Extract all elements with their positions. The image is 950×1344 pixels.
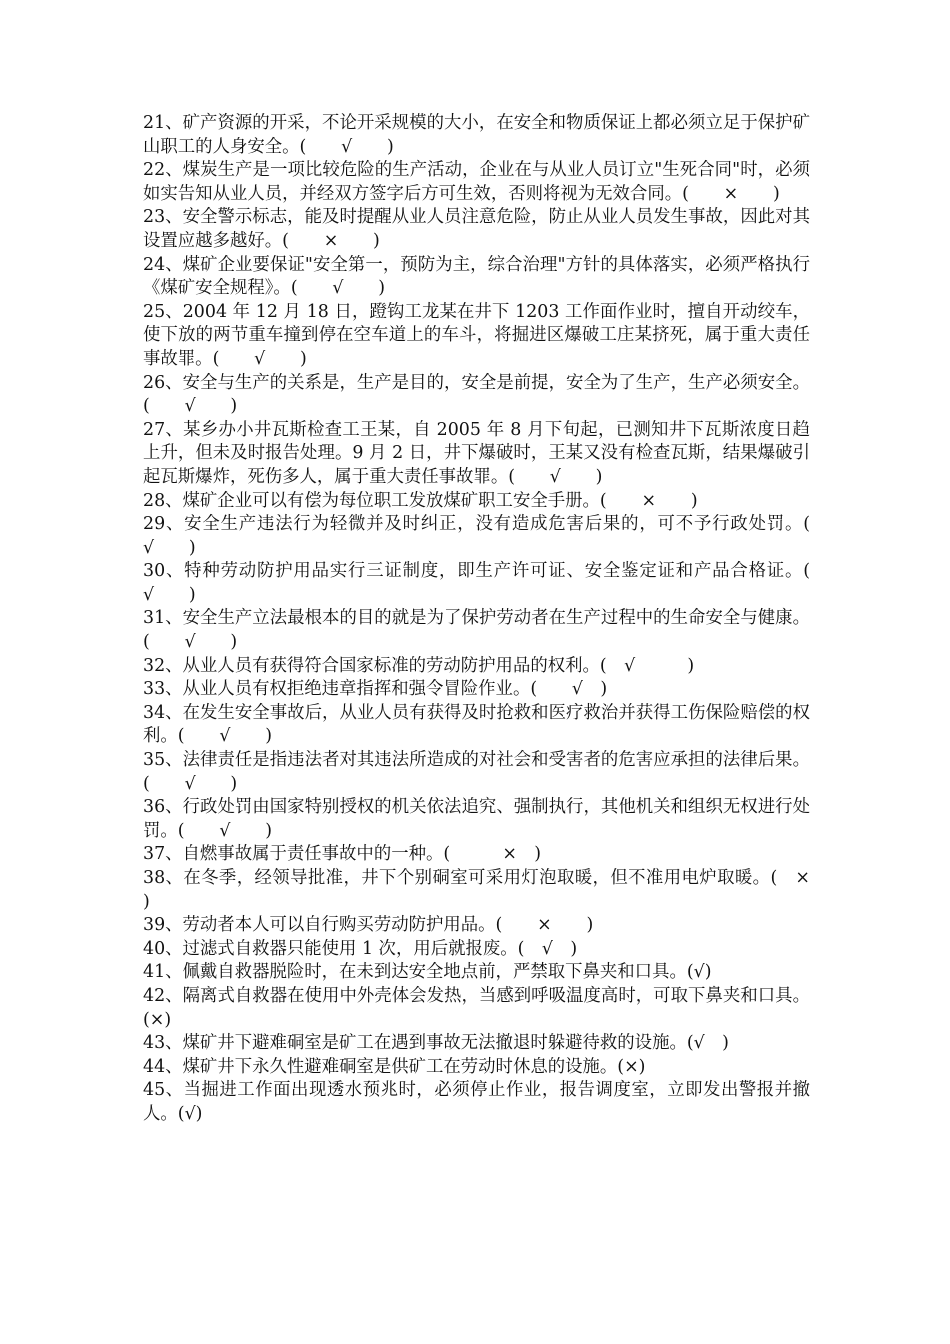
question-45: 45、当掘进工作面出现透水预兆时，必须停止作业，报告调度室，立即发出警报并撤人。(√): [143, 1080, 810, 1124]
question-44: 44、煤矿井下永久性避难硐室是供矿工在劳动时休息的设施。(×): [143, 1056, 646, 1077]
question-43: 43、煤矿井下避难硐室是矿工在遇到事故无法撤退时躲避待救的设施。(√ ): [143, 1033, 729, 1054]
question-34: 34、在发生安全事故后，从业人员有获得及时抢救和医疗救治并获得工伤保险赔偿的权利。( √ ): [143, 702, 810, 747]
question-31: 31、安全生产立法最根本的目的就是为了保护劳动者在生产过程中的生命安全与健康。( √ ): [143, 608, 810, 653]
question-33: 33、从业人员有权拒绝违章指挥和强令冒险作业。( √ ): [143, 679, 608, 700]
question-36: 36、行政处罚由国家特别授权的机关依法追究、强制执行，其他机关和组织无权进行处罚。( √ ): [143, 797, 810, 841]
question-23: 23、安全警示标志，能及时提醒从业人员注意危险，防止从业人员发生事故，因此对其设置应越多越好。( × ): [143, 207, 810, 251]
question-40: 40、过滤式自救器只能使用 1 次，用后就报废。( √ ): [143, 938, 578, 959]
question-38: 38、在冬季，经领导批准，井下个别硐室可采用灯泡取暖，但不准用电炉取暖。( × ): [143, 868, 845, 912]
question-26: 26、安全与生产的关系是，生产是目的，安全是前提，安全为了生产，生产必须安全。( √ ): [143, 372, 810, 417]
question-28: 28、煤矿企业可以有偿为每位职工发放煤矿职工安全手册。( × ): [143, 490, 698, 511]
question-32: 32、从业人员有获得符合国家标准的劳动防护用品的权利。( √ ): [143, 655, 695, 676]
question-37: 37、自燃事故属于责任事故中的一种。( × ): [143, 844, 542, 865]
question-list: [143, 112, 845, 1127]
question-25: 25、2004 年 12 月 18 日，蹬钩工龙某在井下 1203 工作面作业时，擅自开动绞车，使下放的两节重车撞到停在空车道上的车斗，将掘进区爆破工庄某挤死，属于重大责任事故罪。( √ ): [143, 301, 810, 369]
question-35: 35、法律责任是指违法者对其违法所造成的对社会和受害者的危害应承担的法律后果。( √ ): [143, 750, 810, 794]
question-41: 41、佩戴自救器脱险时，在未到达安全地点前，严禁取下鼻夹和口具。(√): [143, 962, 712, 983]
question-24: 24、煤矿企业要保证"安全第一，预防为主，综合治理"方针的具体落实，必须严格执行《煤矿安全规程》。( √ ): [143, 254, 810, 299]
question-30: 30、特种劳动防护用品实行三证制度，即生产许可证、安全鉴定证和产品合格证。( √ ): [143, 561, 845, 605]
question-22: 22、煤炭生产是一项比较危险的生产活动，企业在与从业人员订立"生死合同"时，必须如实告知从业人员，并经双方签字后方可生效，否则将视为无效合同。( × ): [143, 160, 810, 204]
question-27: 27、某乡办小井瓦斯检查工王某，自 2005 年 8 月下旬起，已测知井下瓦斯浓度日趋上升，但未及时报告处理。9 月 2 日，井下爆破时，王某又没有检查瓦斯，结果爆破引起瓦斯爆炸，死伤多人，属于重大责任事故罪。( √ ): [143, 419, 810, 487]
question-42: 42、隔离式自救器在使用中外壳体会发热，当感到呼吸温度高时，可取下鼻夹和口具。(×): [143, 985, 810, 1030]
question-29: 29、安全生产违法行为轻微并及时纠正，没有造成危害后果的，可不予行政处罚。( √ ): [143, 514, 845, 558]
question-21: 21、矿产资源的开采，不论开采规模的大小，在安全和物质保证上都必须立足于保护矿山职工的人身安全。( √ ): [143, 113, 810, 157]
question-39: 39、劳动者本人可以自行购买劳动防护用品。( × ): [143, 915, 594, 936]
